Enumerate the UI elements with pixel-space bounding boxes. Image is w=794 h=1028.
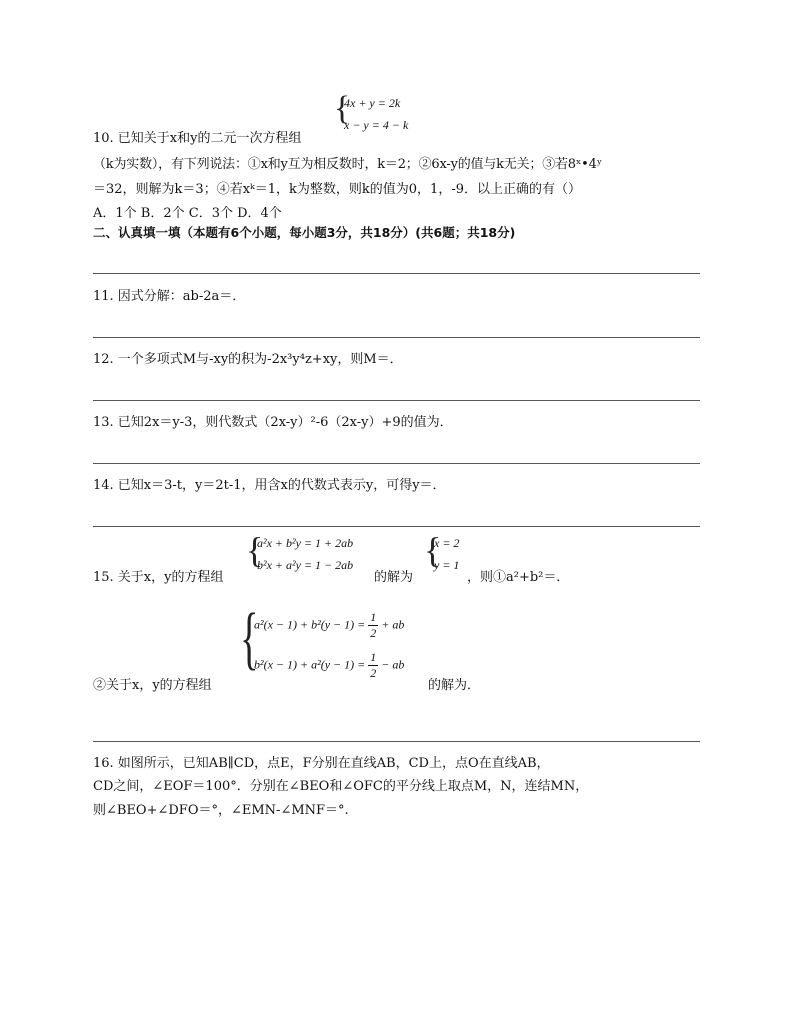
divider-2 — [93, 337, 700, 338]
q11-text: 11. 因式分解：ab-2a＝． — [93, 289, 246, 304]
q12-text: 12. 一个多项式M与-xy的积为-2x³y⁴z+xy，则M＝． — [93, 352, 403, 367]
q15-part2-eq1 — [254, 610, 404, 641]
q15-part2-prefix: ②关于x，y的方程组 — [93, 678, 212, 693]
q15-part2-eq1-frac: $\frac{1}{2}$ — [370, 610, 377, 640]
q10-system-brace: { — [334, 90, 351, 127]
q14-text: 14. 已知x＝3-t，y＝2t-1，用含x的代数式表示y，可得y＝． — [93, 478, 446, 493]
q15-system-eq1: a²x + b²y = 1 + 2ab — [257, 536, 354, 550]
q15-part2-eq2-right: − ab — [381, 657, 405, 672]
divider-4 — [93, 463, 700, 464]
divider-6 — [93, 741, 700, 742]
q15-system-eq2: b²x + a²y = 1 − 2ab — [257, 558, 354, 572]
q15-mid: 的解为 — [374, 570, 414, 585]
q13-text: 13. 已知2x＝y-3，则代数式（2x-y）²-6（2x-y）+9的值为． — [93, 415, 453, 430]
section-title: 二、认真填一填（本题有6个小题，每小题3分，共18分）(共6题；共18分) — [93, 225, 516, 240]
q10-system-eq1: 4x + y = 2k — [344, 96, 401, 110]
q15-solution-x: x = 2 — [434, 536, 460, 550]
divider-3 — [93, 400, 700, 401]
q10-line3: ＝32，则解为k＝3；④若xᵏ＝1，k为整数，则k的值为0，1，-9．以上正确的有（） — [93, 182, 581, 197]
q15-prefix: 15. 关于x，y的方程组 — [93, 570, 224, 585]
divider-1 — [93, 273, 700, 274]
q10-options: A．1个 B．2个 C．3个 D．4个 — [93, 206, 282, 221]
q15-suffix: ，则①a²+b²＝． — [467, 570, 570, 585]
q10-system-eq2: x − y = 4 − k — [344, 118, 409, 132]
q15-part2-eq1-right: + ab — [381, 617, 405, 632]
q16-line3: 则∠BEO+∠DFO＝°，∠EMN-∠MNF＝°. — [93, 803, 349, 818]
q16-line1: 16. 如图所示，已知AB∥CD，点E，F分别在直线AB，CD上，点O在直线AB， — [93, 756, 550, 771]
q16-line2: CD之间，∠EOF＝100°．分别在∠BEO和∠OFC的平分线上取点M，N，连结MN， — [93, 779, 589, 794]
q15-part2-brace: { — [240, 600, 259, 677]
q10-line2: （k为实数），有下列说法：①x和y互为相反数时，k＝2；②6x-y的值与k无关；③若8ˣ•4ʸ — [93, 157, 603, 172]
q15-solution-brace: { — [424, 530, 442, 570]
q10-line1: 10. 已知关于x和y的二元一次方程组 — [93, 131, 302, 146]
divider-5 — [93, 526, 700, 527]
q15-part2-eq2-left: b²(x − 1) + a²(y − 1) = — [254, 657, 366, 672]
q15-part2-eq2-frac: $\frac{1}{2}$ — [370, 650, 377, 680]
q15-system-brace: { — [246, 530, 264, 570]
q15-part2-eq1-left: a²(x − 1) + b²(y − 1) = — [254, 617, 366, 632]
q15-solution-y: y = 1 — [434, 558, 460, 572]
q15-part2-suffix: 的解为． — [428, 678, 481, 693]
q15-part2-eq2 — [254, 650, 404, 681]
